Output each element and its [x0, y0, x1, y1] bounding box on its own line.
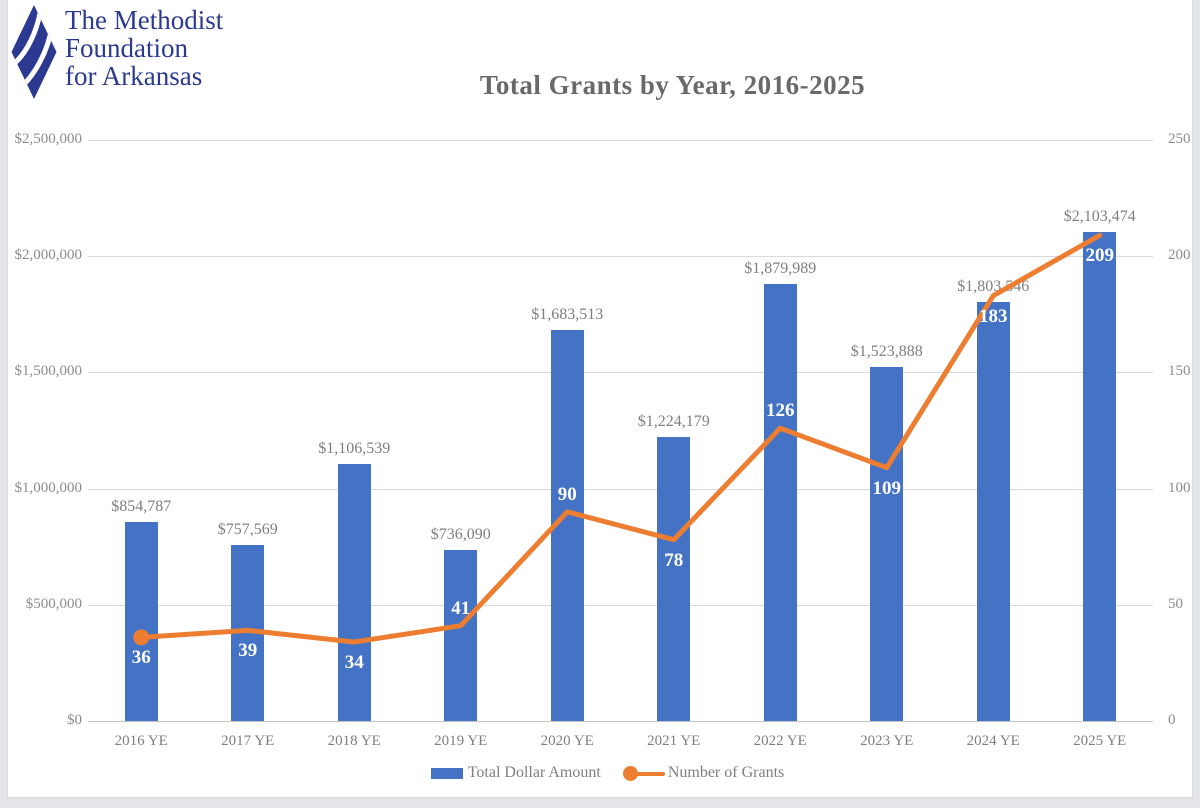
grants-value-label: 34	[344, 651, 364, 673]
bar-value-label: $1,523,888	[850, 342, 923, 360]
grants-value-label: 90	[557, 483, 577, 505]
x-axis-label: 2019 YE	[434, 733, 488, 749]
y-axis-tick-left: $0	[67, 712, 82, 728]
grants-value-label: 109	[872, 477, 901, 499]
y-axis-tick-left: $500,000	[25, 595, 82, 612]
grants-value-label: 183	[979, 305, 1008, 327]
bar-value-label: $1,106,539	[318, 439, 391, 457]
bar-value-label: $1,879,989	[744, 260, 817, 278]
legend	[75, 764, 1140, 782]
chart-title: Total Grants by Year, 2016-2025	[479, 70, 866, 100]
legend-label-bars: Total Dollar Amount	[467, 764, 601, 781]
bar-value-label: $1,803,546	[957, 277, 1030, 295]
x-axis-line	[88, 721, 1153, 722]
plot-area	[88, 140, 1153, 721]
y-axis-tick-left: $2,500,000	[14, 131, 82, 147]
bar-value-label: $854,787	[111, 498, 172, 516]
y-axis-tick-right: 150	[1168, 363, 1191, 380]
x-axis-label: 2025 YE	[1073, 733, 1127, 749]
bar-value-label: $1,683,513	[531, 305, 604, 323]
y-axis-tick-left: $2,000,000	[14, 247, 82, 264]
legend-label-line: Number of Grants	[667, 764, 785, 781]
y-axis-tick-left: $1,500,000	[14, 363, 82, 380]
y-axis-tick-right: 250	[1168, 131, 1191, 147]
legend-item-total-dollar-amount	[431, 764, 601, 782]
grants-value-label: 36	[131, 647, 151, 669]
y-axis-tick-right: 0	[1168, 712, 1176, 728]
bar-value-label: $736,090	[430, 525, 491, 543]
logo-text-line3: for Arkansas	[65, 61, 203, 91]
bar-value-label: $757,569	[217, 520, 278, 538]
x-axis-label: 2021 YE	[647, 733, 701, 749]
grants-value-label: 41	[451, 597, 471, 619]
grants-line	[141, 235, 1100, 642]
bar-value-label: $2,103,474	[1063, 208, 1136, 226]
logo-diamond-icon	[10, 4, 58, 100]
y-axis-tick-right: 100	[1168, 479, 1191, 496]
x-axis-label: 2017 YE	[221, 733, 275, 749]
grants-value-label: 209	[1085, 245, 1114, 267]
grants-first-point-marker	[133, 629, 149, 645]
x-axis-label: 2020 YE	[540, 733, 594, 749]
grants-value-label: 126	[766, 400, 795, 422]
x-axis-label: 2018 YE	[327, 733, 381, 749]
x-axis-label: 2016 YE	[114, 733, 168, 749]
logo-text-line2: Foundation	[65, 33, 189, 63]
legend-item-number-of-grants	[623, 764, 784, 782]
bar-series-swatch-icon	[431, 768, 463, 779]
logo-text-line1: The Methodist	[65, 5, 224, 35]
x-axis-label: 2022 YE	[753, 733, 807, 749]
line-series-swatch-icon	[623, 766, 665, 781]
y-axis-tick-right: 200	[1168, 247, 1191, 264]
y-axis-tick-right: 50	[1168, 595, 1183, 612]
grants-line-layer	[88, 140, 1153, 721]
grants-value-label: 78	[664, 549, 684, 571]
x-axis-label: 2024 YE	[966, 733, 1020, 749]
y-axis-tick-left: $1,000,000	[14, 479, 82, 496]
bar-value-label: $1,224,179	[637, 412, 710, 430]
grants-value-label: 39	[238, 640, 258, 662]
x-axis-label: 2023 YE	[860, 733, 914, 749]
